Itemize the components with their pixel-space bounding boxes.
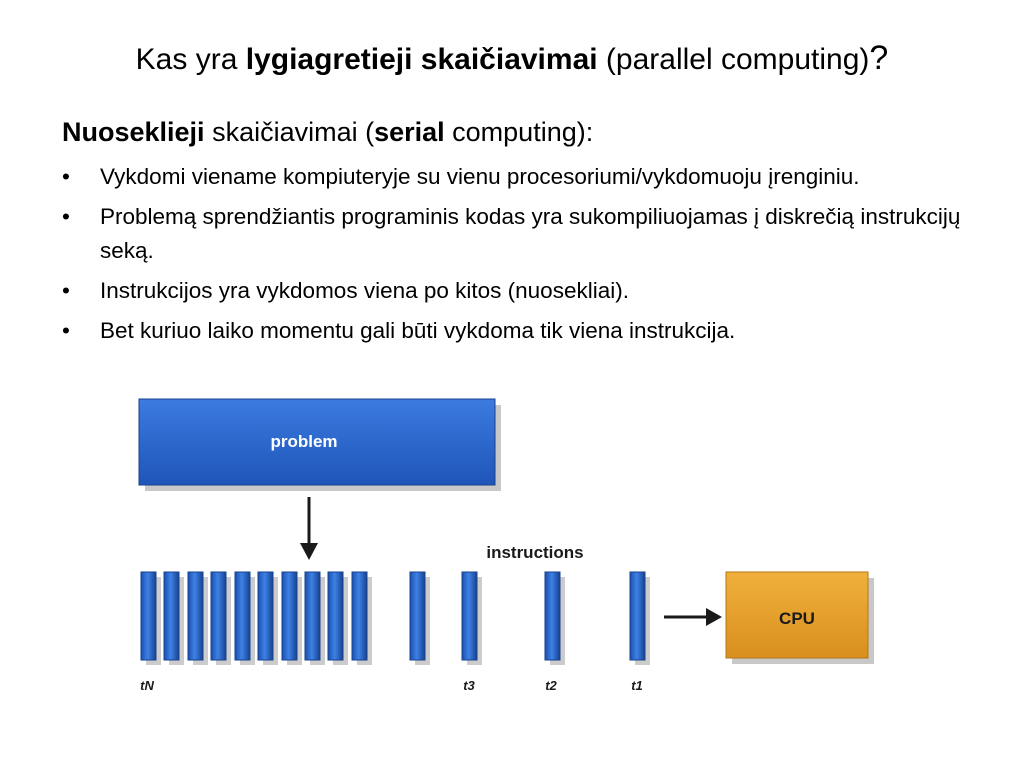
title-prefix: Kas yra (135, 43, 246, 76)
instruction-bar (211, 572, 226, 660)
instructions-label: instructions (486, 543, 584, 562)
title-bold: lygiagretieji skaičiavimai (245, 43, 598, 76)
subheading-text-4: computing): (444, 117, 594, 147)
instruction-bar (328, 572, 343, 660)
instruction-bar (235, 572, 250, 660)
instruction-bar (258, 572, 273, 660)
time-label-t3: t3 (463, 678, 475, 693)
instruction-bar (188, 572, 203, 660)
instruction-bar (305, 572, 320, 660)
instruction-bar (545, 572, 560, 660)
cpu-label: CPU (779, 609, 815, 628)
subheading-text-2: skaičiavimai ( (204, 117, 375, 147)
instruction-bar (164, 572, 179, 660)
time-label-t2: t2 (545, 678, 557, 693)
instruction-bar (630, 572, 645, 660)
bullet-text: Problemą sprendžiantis programinis kodas yra sukompiliuojamas į diskrečią instrukcijų seką. (100, 204, 961, 263)
instruction-bar (352, 572, 367, 660)
time-label-tN: tN (140, 678, 154, 693)
bullet-dot: • (62, 204, 70, 229)
time-label-t1: t1 (631, 678, 643, 693)
subheading-bold-1: Nuoseklieji (62, 117, 205, 147)
title-question-mark: ? (869, 39, 889, 77)
bullet-text: Instrukcijos yra vykdomos viena po kitos (nuosekliai). (100, 278, 629, 303)
subheading-bold-3: serial (374, 117, 445, 147)
bullet-dot: • (62, 278, 70, 303)
cpu-box (726, 572, 874, 664)
problem-box (139, 399, 501, 491)
instruction-bars (141, 572, 650, 665)
bullet-text: Vykdomi viename kompiuteryje su vienu procesoriumi/vykdomuoju įrenginiu. (100, 164, 860, 189)
instruction-bar (141, 572, 156, 660)
instruction-bar (282, 572, 297, 660)
problem-label: problem (270, 432, 338, 451)
instruction-bar (462, 572, 477, 660)
instruction-bar (410, 572, 425, 660)
down-arrow-icon (300, 497, 318, 560)
bullet-dot: • (62, 318, 70, 343)
title-suffix: (parallel computing) (597, 43, 870, 76)
bullet-dot: • (62, 164, 70, 189)
right-arrow-icon (664, 608, 722, 626)
bullet-text: Bet kuriuo laiko momentu gali būti vykdoma tik viena instrukcija. (100, 318, 736, 343)
